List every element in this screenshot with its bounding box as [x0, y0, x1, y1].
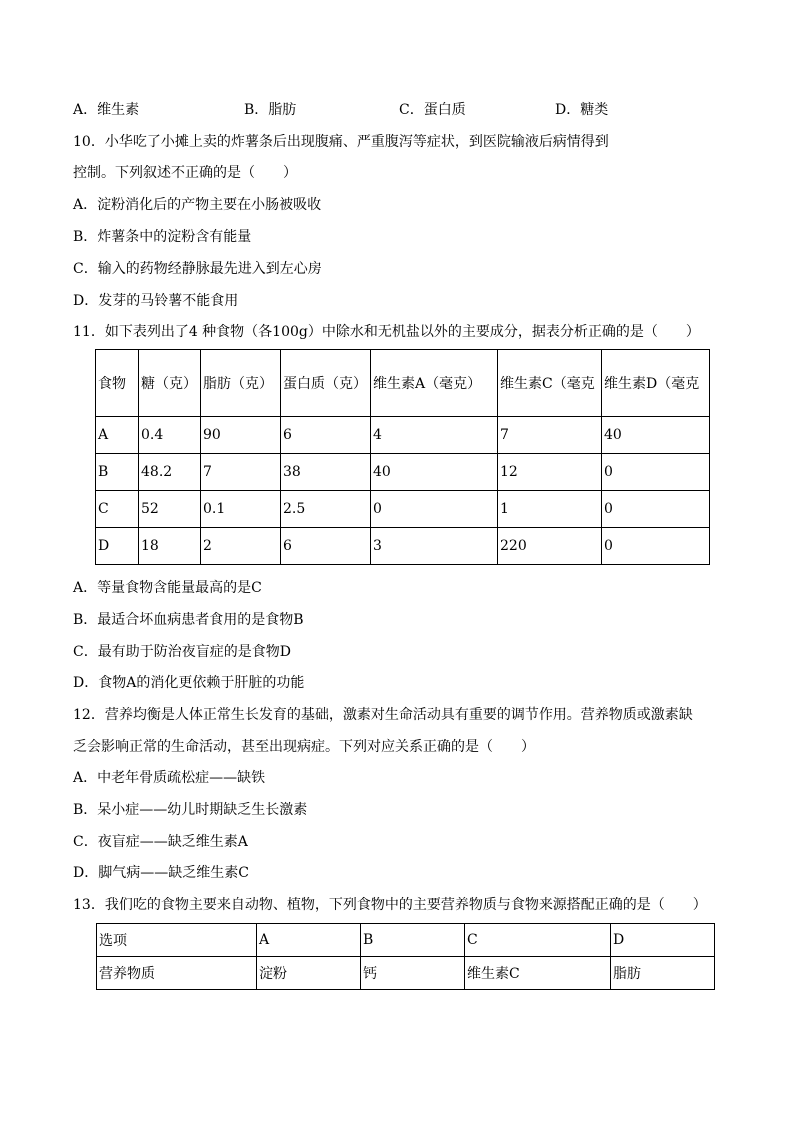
q11-header-cell: 糖（克） — [139, 350, 201, 417]
table-row — [96, 528, 710, 565]
table-cell: B — [361, 924, 465, 957]
table-cell: 12 — [498, 454, 602, 491]
q9-option-b: B．脂肪 — [244, 102, 297, 118]
q12-stem-line2: 乏会影响正常的生命活动，甚至出现病症。下列对应关系正确的是（ ） — [73, 739, 535, 755]
q10-option-d: D．发芽的马铃薯不能食用 — [73, 293, 239, 309]
q12-option-a: A．中老年骨质疏松症——缺铁 — [73, 770, 266, 786]
q11-header-cell: 维生素C（毫克 — [498, 350, 602, 417]
q11-option-b: B．最适合坏血病患者食用的是食物B — [73, 612, 304, 628]
table-row — [96, 454, 710, 491]
table-cell: 18 — [139, 528, 201, 565]
table-cell: 1 — [498, 491, 602, 528]
q11-option-c: C．最有助于防治夜盲症的是食物D — [73, 644, 291, 660]
table-cell: D — [96, 528, 139, 565]
table-cell: 0 — [602, 454, 710, 491]
q11-header-cell: 脂肪（克） — [201, 350, 281, 417]
table-cell: 2 — [201, 528, 281, 565]
table-cell: 4 — [371, 417, 498, 454]
table-cell: 2.5 — [281, 491, 371, 528]
table-cell: 6 — [281, 528, 371, 565]
table-cell: 6 — [281, 417, 371, 454]
table-row — [96, 491, 710, 528]
q12-stem-line1: 12．营养均衡是人体正常生长发育的基础，激素对生命活动具有重要的调节作用。营养物质或激素缺 — [73, 707, 693, 723]
q11-stem: 11．如下表列出了4 种食物（各100g）中除水和无机盐以外的主要成分，据表分析正确的是（ ） — [73, 324, 700, 340]
q11-option-a: A．等量食物含能量最高的是C — [73, 580, 262, 596]
table-cell: 0.1 — [201, 491, 281, 528]
q13-option-table — [96, 923, 715, 990]
q12-option-d: D．脚气病——缺乏维生素C — [73, 865, 249, 881]
table-cell: 38 — [281, 454, 371, 491]
q12-option-c: C．夜盲症——缺乏维生素A — [73, 834, 248, 850]
q10-option-a: A．淀粉消化后的产物主要在小肠被吸收 — [73, 197, 322, 213]
table-cell: 7 — [201, 454, 281, 491]
q9-option-c: C．蛋白质 — [399, 102, 466, 118]
table-cell: 0.4 — [139, 417, 201, 454]
table-cell: 脂肪 — [611, 957, 715, 990]
q11-table-header-row — [96, 350, 710, 417]
table-cell: 90 — [201, 417, 281, 454]
table-cell: A — [96, 417, 139, 454]
q11-option-d: D．食物A的消化更依赖于肝脏的功能 — [73, 675, 305, 691]
q11-header-cell: 维生素A（毫克） — [371, 350, 498, 417]
q12-option-b: B．呆小症——幼儿时期缺乏生长激素 — [73, 802, 308, 818]
q13-stem: 13．我们吃的食物主要来自动物、植物，下列食物中的主要营养物质与食物来源搭配正确的是（ ） — [73, 897, 707, 913]
q9-options — [73, 101, 753, 119]
q11-header-cell: 蛋白质（克） — [281, 350, 371, 417]
table-cell: B — [96, 454, 139, 491]
table-cell: D — [611, 924, 715, 957]
table-row — [97, 924, 715, 957]
q10-stem-line2: 控制。下列叙述不正确的是（ ） — [73, 165, 297, 181]
table-row — [97, 957, 715, 990]
table-cell: 40 — [602, 417, 710, 454]
table-cell: 3 — [371, 528, 498, 565]
table-cell: 40 — [371, 454, 498, 491]
table-cell: 7 — [498, 417, 602, 454]
q10-stem-line1: 10．小华吃了小摊上卖的炸薯条后出现腹痛、严重腹泻等症状，到医院输液后病情得到 — [73, 134, 609, 150]
table-cell: A — [257, 924, 361, 957]
q11-food-table — [95, 349, 710, 565]
q10-option-b: B．炸薯条中的淀粉含有能量 — [73, 229, 252, 245]
table-cell: 钙 — [361, 957, 465, 990]
q11-header-cell: 食物 — [96, 350, 139, 417]
table-cell: 0 — [371, 491, 498, 528]
q10-option-c: C．输入的药物经静脉最先进入到左心房 — [73, 261, 322, 277]
table-cell: 52 — [139, 491, 201, 528]
table-row — [96, 417, 710, 454]
table-cell: 48.2 — [139, 454, 201, 491]
table-cell: C — [465, 924, 611, 957]
table-cell: 淀粉 — [257, 957, 361, 990]
table-cell: C — [96, 491, 139, 528]
table-cell: 0 — [602, 528, 710, 565]
table-cell: 0 — [602, 491, 710, 528]
table-cell: 选项 — [97, 924, 257, 957]
table-cell: 营养物质 — [97, 957, 257, 990]
q11-header-cell: 维生素D（毫克 — [602, 350, 710, 417]
q9-option-a: A．维生素 — [73, 102, 140, 118]
table-cell: 220 — [498, 528, 602, 565]
table-cell: 维生素C — [465, 957, 611, 990]
q9-option-d: D．糖类 — [555, 102, 609, 118]
